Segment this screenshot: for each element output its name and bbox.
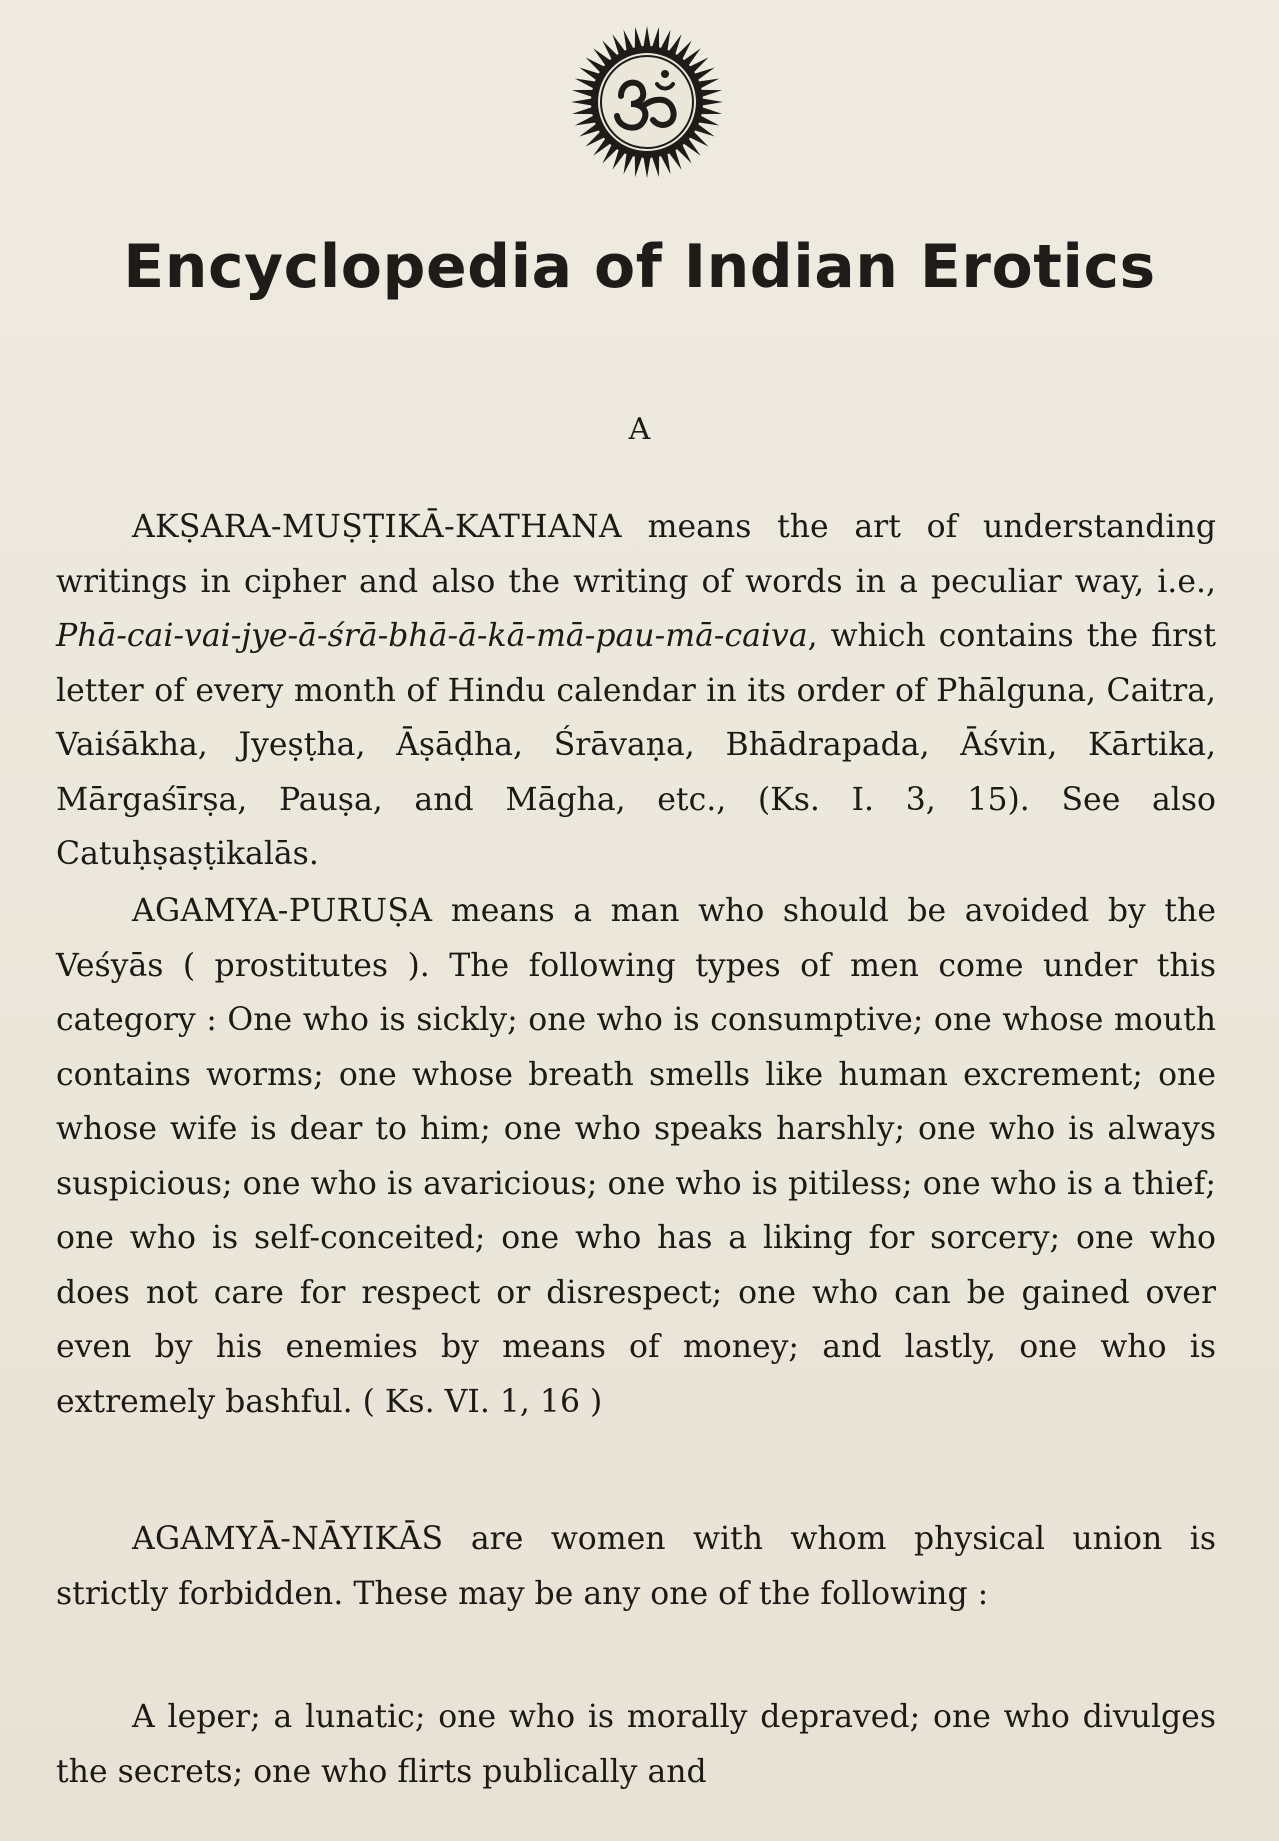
emblem-ray (700, 107, 722, 114)
entry-text: are women with whom physical union is strictly forbidden. These may be any one of the following : (56, 1521, 1216, 1612)
entry-italic-text: Phā-cai-vai-jye-ā-śrā-bhā-ā-kā-mā-pau-mā-caiva (56, 618, 808, 654)
emblem-ray (652, 155, 659, 177)
emblem-ray (643, 26, 651, 48)
emblem-ray (572, 107, 594, 114)
emblem-ray (652, 27, 659, 49)
emblem-ray (701, 98, 723, 106)
emblem-ray (635, 155, 642, 177)
entry-text: means the art of understanding writings in cipher and also the writing of words in a peculiar way, i.e., (56, 509, 1216, 600)
entry-text: A leper; a lunatic; one who is morally depraved; one who divulges the secrets; one who flirts publically and (56, 1699, 1216, 1790)
emblem-ray (571, 98, 593, 106)
entry-continuation (56, 1690, 1216, 1799)
om-sun-emblem-icon (567, 22, 727, 182)
emblem-ray (572, 90, 594, 97)
entry-text: , which contains the first letter of every month of Hindu calendar in its order of Phālguna, Caitra, Vaiśākha, Jyeṣṭha, Āṣāḍha, Śrāvaṇa, Bhādrapada, Āśvin, Kārtika, Mārgaśīrṣa, Pauṣa, and Māgha, etc., (Ks. I. 3, 15). See also Catuḥṣaṣṭikalās. (56, 618, 1216, 872)
entry-headword: AGAMYA-PURUṢA (132, 893, 433, 929)
emblem-ray (700, 90, 722, 97)
entry-text: means a man who should be avoided by the Veśyās ( prostitutes ). The following types of men come under this category : One who is sickly; one who is consumptive; one whose mouth contains worms; one whose breath smells like human excrement; one whose wife is dear to him; one who speaks harshly; one who is always suspicious; one who is avaricious; one who is pitiless; one who is a thief; one who is self-conceited; one who has a liking for sorcery; one who does not care for respect or disrespect; one who can be gained over even by his enemies by means of money; and lastly, one who is extremely bashful. ( Ks. VI. 1, 16 ) (56, 893, 1216, 1420)
entry-agamya-nayikas (56, 1512, 1216, 1621)
entry-agamya-purusa (56, 884, 1216, 1429)
entry-aksara-mustika-kathana (56, 500, 1216, 882)
emblem-ray (635, 27, 642, 49)
entry-headword: AGAMYĀ-NĀYIKĀS (132, 1521, 444, 1557)
section-letter: A (628, 412, 651, 447)
page-title: Encyclopedia of Indian Erotics (123, 232, 1156, 302)
emblem-ray (643, 156, 651, 178)
entry-headword: AKṢARA-MUṢṬIKĀ-KATHANA (132, 509, 622, 545)
